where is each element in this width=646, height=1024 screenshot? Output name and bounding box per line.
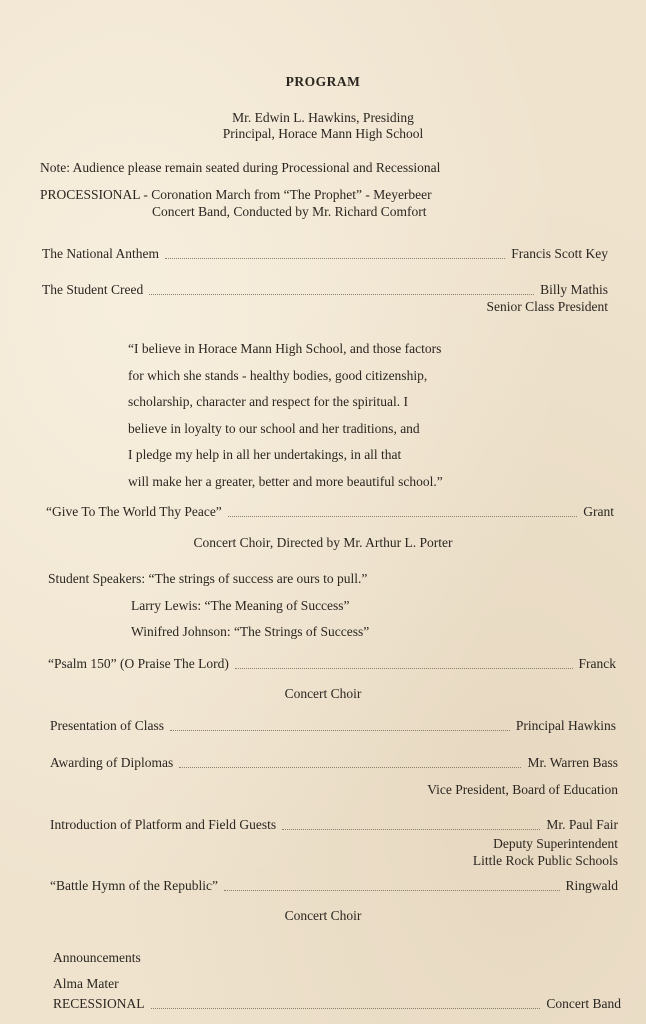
diplomas-performer-role: Vice President, Board of Education — [427, 782, 618, 797]
creed-line: scholarship, character and respect for the spiritual. I — [128, 394, 409, 409]
item-performer: Principal Hawkins — [515, 718, 616, 733]
dot-leader — [235, 668, 573, 669]
item-title: The National Anthem — [42, 246, 159, 261]
item-performer: Billy Mathis — [540, 282, 608, 297]
creed-quote — [128, 336, 528, 495]
presiding-role: Principal, Horace Mann High School — [222, 126, 424, 141]
creed-line: believe in loyalty to our school and her traditions, and — [128, 420, 420, 436]
creed-line: will make her a greater, better and more beautiful school.” — [128, 473, 443, 489]
item-title: Presentation of Class — [50, 718, 164, 733]
dot-leader — [282, 829, 540, 830]
processional-conductor: Concert Band, Conducted by Mr. Richard Comfort — [152, 204, 427, 219]
program-item-introduction — [50, 817, 618, 833]
program-item-battle-hymn — [50, 878, 618, 894]
creed-line: for which she stands - healthy bodies, good citizenship, — [128, 367, 428, 383]
program-item-presentation — [50, 718, 616, 734]
item-performer: Mr. Paul Fair — [546, 817, 618, 832]
creed-performer-role: Senior Class President — [486, 299, 608, 314]
creed-line: “I believe in Horace Mann High School, and those factors — [128, 341, 442, 356]
program-item-give-peace — [46, 504, 614, 520]
item-performer: Francis Scott Key — [511, 246, 608, 261]
give-peace-performer: Concert Choir, Directed by Mr. Arthur L. Porter — [193, 535, 453, 550]
program-title: PROGRAM — [285, 74, 361, 89]
program-item-psalm — [48, 656, 616, 672]
item-title: The Student Creed — [42, 282, 144, 297]
speaker-2: Winifred Johnson: “The Strings of Success” — [131, 624, 370, 639]
item-title: Introduction of Platform and Field Guests — [50, 817, 277, 832]
program-item-recessional — [53, 996, 621, 1012]
item-performer: Ringwald — [565, 878, 618, 893]
program-item-creed — [42, 282, 608, 298]
dot-leader — [151, 1008, 541, 1009]
introduction-role-1: Deputy Superintendent — [493, 836, 618, 851]
announcements: Announcements — [53, 950, 141, 965]
item-performer: Franck — [578, 656, 616, 671]
dot-leader — [149, 294, 534, 295]
dot-leader — [179, 767, 521, 768]
dot-leader — [165, 258, 505, 259]
processional-line: PROCESSIONAL - Coronation March from “The Prophet” - Meyerbeer — [40, 187, 432, 202]
battle-hymn-performer: Concert Choir — [284, 908, 362, 923]
introduction-role-2: Little Rock Public Schools — [472, 853, 618, 868]
program-item-diplomas — [50, 755, 618, 771]
item-performer: Mr. Warren Bass — [527, 755, 618, 770]
program-item-anthem — [42, 246, 608, 262]
creed-line: I pledge my help in all her undertakings, in all that — [128, 447, 402, 462]
dot-leader — [228, 516, 577, 517]
item-title: Awarding of Diplomas — [50, 755, 174, 770]
item-performer: Concert Band — [546, 996, 621, 1011]
item-title: RECESSIONAL — [53, 996, 145, 1011]
psalm-performer: Concert Choir — [284, 686, 362, 701]
alma-mater: Alma Mater — [53, 976, 119, 991]
dot-leader — [170, 730, 510, 731]
dot-leader — [224, 890, 560, 891]
speaker-1: Larry Lewis: “The Meaning of Success” — [131, 598, 350, 613]
student-speakers-line: Student Speakers: “The strings of success are ours to pull.” — [48, 571, 368, 586]
item-performer: Grant — [583, 504, 614, 519]
item-title: “Psalm 150” (O Praise The Lord) — [48, 656, 229, 671]
presiding-line: Mr. Edwin L. Hawkins, Presiding — [232, 110, 414, 125]
note-line: Note: Audience please remain seated during Processional and Recessional — [40, 160, 441, 175]
item-title: “Give To The World Thy Peace” — [46, 504, 222, 519]
item-title: “Battle Hymn of the Republic” — [50, 878, 218, 893]
